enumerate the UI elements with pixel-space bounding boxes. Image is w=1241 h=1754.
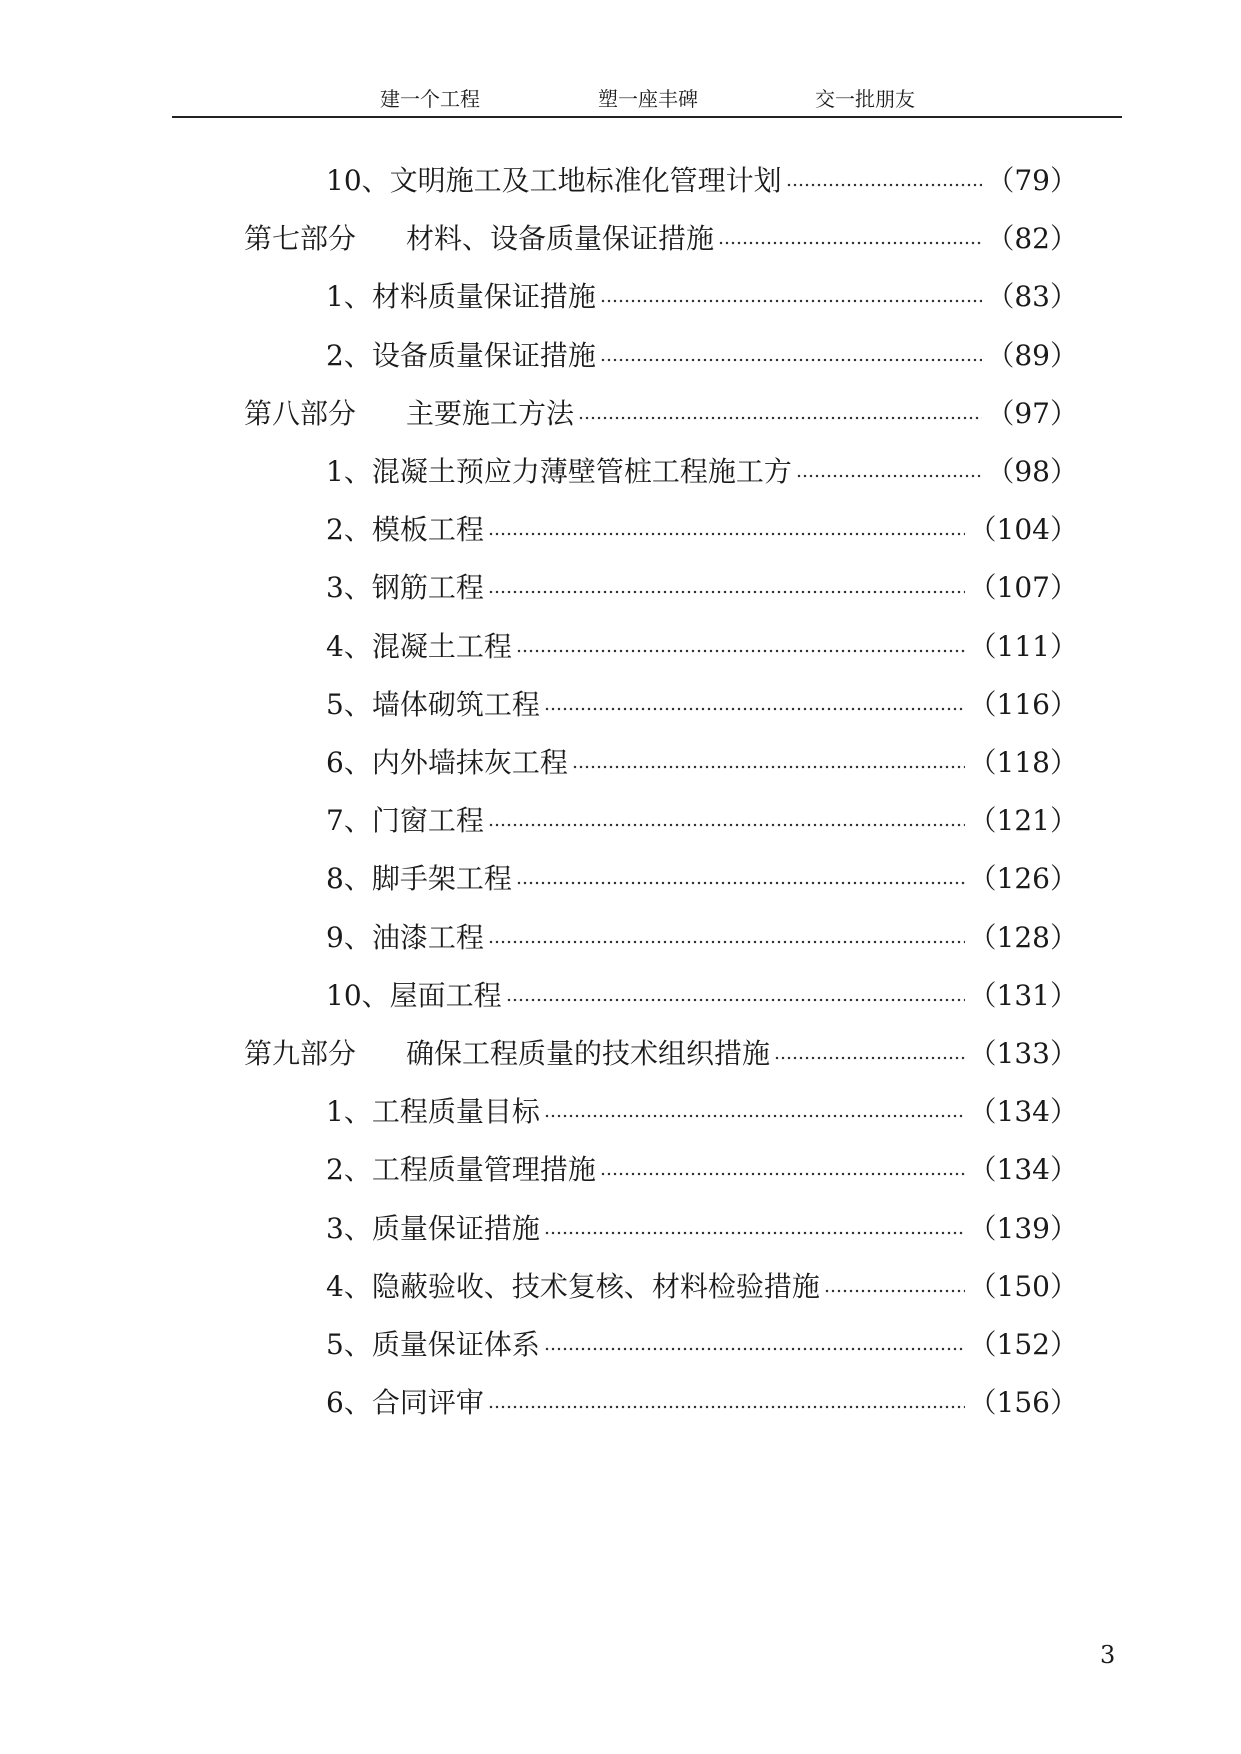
- toc-entry-title: 1、材料质量保证措施: [326, 280, 596, 314]
- running-header: [0, 86, 1241, 112]
- dot-leader: [600, 354, 983, 366]
- dot-leader: [488, 936, 965, 948]
- toc-section-entry: [326, 336, 1078, 376]
- toc-page-ref: （128）: [968, 920, 1078, 954]
- toc-entry-title: 9、油漆工程: [326, 920, 484, 954]
- toc-page-ref: （97）: [986, 396, 1078, 430]
- toc-part-label: 第九部分: [244, 1037, 357, 1070]
- header-motto-3: 交一批朋友: [815, 87, 915, 111]
- toc-section-entry: [326, 918, 1078, 958]
- dot-leader: [578, 412, 982, 424]
- dot-leader: [796, 470, 983, 482]
- toc-section-entry: [326, 161, 1078, 201]
- toc-section-entry: [326, 510, 1078, 550]
- dot-leader: [488, 1401, 965, 1413]
- toc-section-entry: [326, 277, 1078, 317]
- dot-leader: [506, 994, 965, 1006]
- toc-entry-title: 3、钢筋工程: [326, 571, 484, 605]
- toc-entry-title: 2、设备质量保证措施: [326, 338, 596, 372]
- toc-entry-title: 8、脚手架工程: [326, 862, 512, 896]
- toc-entry-title: 4、隐蔽验收、技术复核、材料检验措施: [326, 1269, 820, 1303]
- toc-page-ref: （139）: [968, 1211, 1078, 1245]
- toc-page-ref: （82）: [986, 222, 1078, 256]
- dot-leader: [600, 1168, 965, 1180]
- toc-part-entry: [244, 1034, 1078, 1074]
- toc-page-ref: （156）: [968, 1386, 1078, 1420]
- dot-leader: [774, 1052, 965, 1064]
- dot-leader: [488, 819, 965, 831]
- toc-entry-title: 4、混凝土工程: [326, 629, 512, 663]
- toc-section-entry: [326, 1383, 1078, 1423]
- toc-entry-title: 5、墙体砌筑工程: [326, 687, 540, 721]
- toc-entry-title: 主要施工方法: [406, 396, 575, 430]
- toc-page-ref: （118）: [968, 746, 1078, 779]
- dot-leader: [824, 1285, 965, 1297]
- dot-leader: [544, 1343, 965, 1355]
- toc-page-ref: （89）: [986, 338, 1078, 372]
- toc-page-ref: （104）: [968, 513, 1078, 547]
- toc-page-ref: （150）: [968, 1269, 1078, 1303]
- toc-page-ref: （133）: [968, 1037, 1078, 1070]
- toc-page-ref: （134）: [968, 1153, 1078, 1187]
- header-divider: [172, 116, 1122, 118]
- toc-page-ref: （134）: [968, 1095, 1078, 1129]
- toc-section-entry: [326, 685, 1078, 725]
- toc-entry-title: 10、屋面工程: [326, 978, 502, 1012]
- dot-leader: [544, 1227, 965, 1239]
- toc-section-entry: [326, 1325, 1078, 1365]
- toc-page-ref: （79）: [986, 164, 1078, 197]
- dot-leader: [786, 179, 983, 191]
- toc-entry-title: 1、混凝土预应力薄壁管桩工程施工方: [326, 455, 792, 488]
- dot-leader: [488, 586, 965, 598]
- toc-entry-title: 6、内外墙抹灰工程: [326, 746, 568, 779]
- toc-page-ref: （116）: [968, 687, 1078, 721]
- toc-page-ref: （131）: [968, 978, 1078, 1012]
- toc-page-ref: （83）: [986, 280, 1078, 314]
- dot-leader: [544, 1110, 965, 1122]
- toc-section-entry: [326, 801, 1078, 841]
- toc-page-ref: （111）: [968, 629, 1078, 663]
- dot-leader: [488, 528, 965, 540]
- header-motto-1: 建一个工程: [380, 87, 480, 111]
- toc-part-label: 第七部分: [244, 222, 357, 256]
- dot-leader: [516, 645, 965, 657]
- toc-page-ref: （107）: [968, 571, 1078, 605]
- toc-part-entry: [244, 394, 1078, 434]
- toc-part-entry: [244, 219, 1078, 259]
- dot-leader: [516, 877, 965, 889]
- toc-entry-title: 1、工程质量目标: [326, 1095, 540, 1129]
- toc-section-entry: [326, 452, 1078, 492]
- toc-entry-title: 3、质量保证措施: [326, 1211, 540, 1245]
- toc-entry-title: 5、质量保证体系: [326, 1328, 540, 1361]
- toc-entry-title: 2、模板工程: [326, 513, 484, 547]
- toc-section-entry: [326, 1092, 1078, 1132]
- toc-entry-title: 7、门窗工程: [326, 804, 484, 838]
- toc-entry-title: 6、合同评审: [326, 1386, 484, 1420]
- toc-section-entry: [326, 1267, 1078, 1307]
- header-motto-2: 塑一座丰碑: [598, 87, 698, 111]
- toc-page-ref: （121）: [968, 804, 1078, 838]
- dot-leader: [572, 761, 965, 773]
- toc-section-entry: [326, 859, 1078, 899]
- page-number: 3: [1100, 1641, 1116, 1669]
- toc-section-entry: [326, 976, 1078, 1016]
- toc-section-entry: [326, 1209, 1078, 1249]
- toc-entry-title: 确保工程质量的技术组织措施: [406, 1037, 771, 1070]
- dot-leader: [600, 295, 983, 307]
- toc-section-entry: [326, 743, 1078, 783]
- dot-leader: [544, 703, 965, 715]
- toc-section-entry: [326, 568, 1078, 608]
- toc-page-ref: （98）: [986, 455, 1078, 488]
- toc-section-entry: [326, 627, 1078, 667]
- toc-part-label: 第八部分: [244, 396, 357, 430]
- toc-entry-title: 2、工程质量管理措施: [326, 1153, 596, 1187]
- dot-leader: [718, 237, 982, 249]
- toc-page-ref: （152）: [968, 1328, 1078, 1361]
- toc-section-entry: [326, 1150, 1078, 1190]
- toc-entry-title: 材料、设备质量保证措施: [406, 222, 715, 256]
- toc-entry-title: 10、文明施工及工地标准化管理计划: [326, 164, 782, 197]
- toc-page-ref: （126）: [968, 862, 1078, 896]
